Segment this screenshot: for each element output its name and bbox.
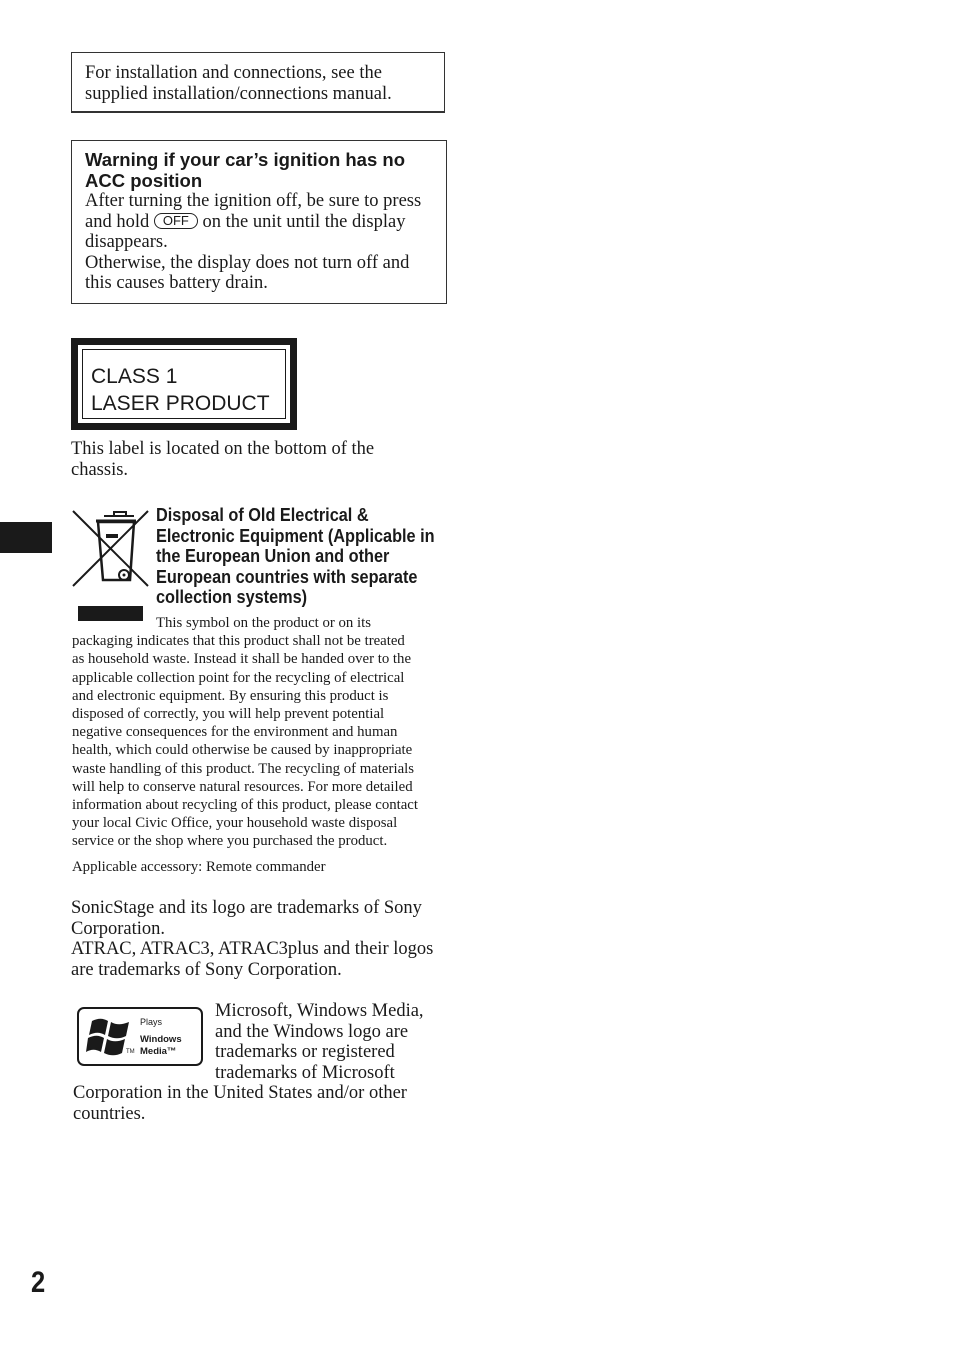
warning-body-line: disappears. (85, 232, 168, 252)
warning-text: and hold (85, 211, 150, 232)
plays-windows-media-logo (77, 1007, 203, 1066)
laser-label-inner (82, 349, 286, 419)
acc-warning-box (71, 140, 447, 304)
section-tab-marker (0, 522, 52, 553)
warning-heading: ACC position (85, 169, 203, 191)
trademark-line: SonicStage and its logo are trademarks of Sony (71, 898, 422, 918)
microsoft-trademark-line: countries. (73, 1103, 146, 1124)
microsoft-trademark-text (215, 1001, 447, 1083)
laser-label-location-text (71, 439, 451, 480)
disposal-title-line: European countries with separate (156, 565, 418, 587)
disposal-body-line: packaging indicates that this product shall not be treated (72, 633, 405, 650)
installation-note-line: For installation and connections, see the (85, 63, 382, 83)
trademark-line: are trademarks of Sony Corporation. (71, 959, 342, 980)
disposal-title-line: the European Union and other (156, 545, 390, 566)
disposal-body-line: waste handling of this product. The recycling of materials (72, 760, 415, 777)
applicable-accessory-text: Applicable accessory: Remote commander (72, 859, 326, 875)
microsoft-trademark-continued (73, 1083, 453, 1124)
disposal-body-text: This symbol on the product or on its (156, 615, 371, 631)
logo-media-text: Media™ (140, 1046, 177, 1057)
disposal-body-line (72, 614, 448, 632)
trademark-line: Corporation. (71, 918, 166, 939)
warning-body-line (85, 212, 436, 233)
disposal-body-line: will help to conserve natural resources. For more detailed (72, 778, 413, 795)
warning-body-line: Otherwise, the display does not turn off and (85, 252, 410, 273)
disposal-body-line: as household waste. Instead it shall be handed over to the (72, 651, 412, 668)
disposal-body (72, 614, 448, 851)
disposal-body-line: disposed of correctly, you will help prevent potential (72, 706, 385, 723)
microsoft-trademark-line: trademarks of Microsoft (215, 1062, 395, 1083)
microsoft-trademark-line: and the Windows logo are (215, 1021, 409, 1042)
disposal-body-line: your local Civic Office, your household waste disposal (72, 815, 398, 832)
disposal-body-line: negative consequences for the environment and human (72, 724, 398, 741)
trademark-line: ATRAC, ATRAC3, ATRAC3plus and their logos (71, 939, 434, 959)
sony-trademark-text (71, 898, 451, 980)
laser-location-line: This label is located on the bottom of the (71, 439, 375, 459)
warning-body-line: this causes battery drain. (85, 273, 268, 293)
page-number: 2 (31, 1266, 46, 1299)
warning-text: on the unit until the display (202, 211, 406, 232)
disposal-body-line: applicable collection point for the recycling of electrical (72, 669, 405, 686)
logo-tm-mark: TM (126, 1049, 135, 1055)
laser-product-label (71, 338, 297, 430)
disposal-body-line: information about recycling of this product, please contact (72, 797, 418, 814)
disposal-body-line: service or the shop where you purchased the product. (72, 833, 388, 850)
logo-windows-text: Windows (140, 1034, 182, 1045)
disposal-title (156, 505, 446, 608)
crossed-out-wheelie-bin-icon (70, 508, 152, 598)
disposal-body-line: and electronic equipment. By ensuring this product is (72, 687, 389, 704)
laser-product-text: LASER PRODUCT (91, 392, 270, 415)
warning-heading: Warning if your car’s ignition has no (85, 149, 406, 170)
microsoft-trademark-line: Corporation in the United States and/or other (73, 1083, 407, 1103)
microsoft-trademark-line: Microsoft, Windows Media, (215, 1001, 424, 1021)
disposal-title-line: Electronic Equipment (Applicable in (156, 524, 435, 546)
microsoft-trademark-line: trademarks or registered (215, 1042, 395, 1062)
laser-class-text: CLASS 1 (91, 365, 178, 388)
installation-note-box (71, 52, 445, 113)
off-key-symbol: OFF (154, 213, 198, 229)
logo-plays-text: Plays (140, 1017, 163, 1027)
disposal-title-line: collection systems) (156, 586, 308, 607)
warning-body-line: After turning the ignition off, be sure to press (85, 191, 422, 211)
laser-location-line: chassis. (71, 459, 129, 480)
installation-note-line: supplied installation/connections manual. (85, 83, 392, 104)
disposal-title-line: Disposal of Old Electrical & (156, 504, 369, 525)
disposal-body-line: health, which could otherwise be caused by inappropriate (72, 742, 413, 759)
